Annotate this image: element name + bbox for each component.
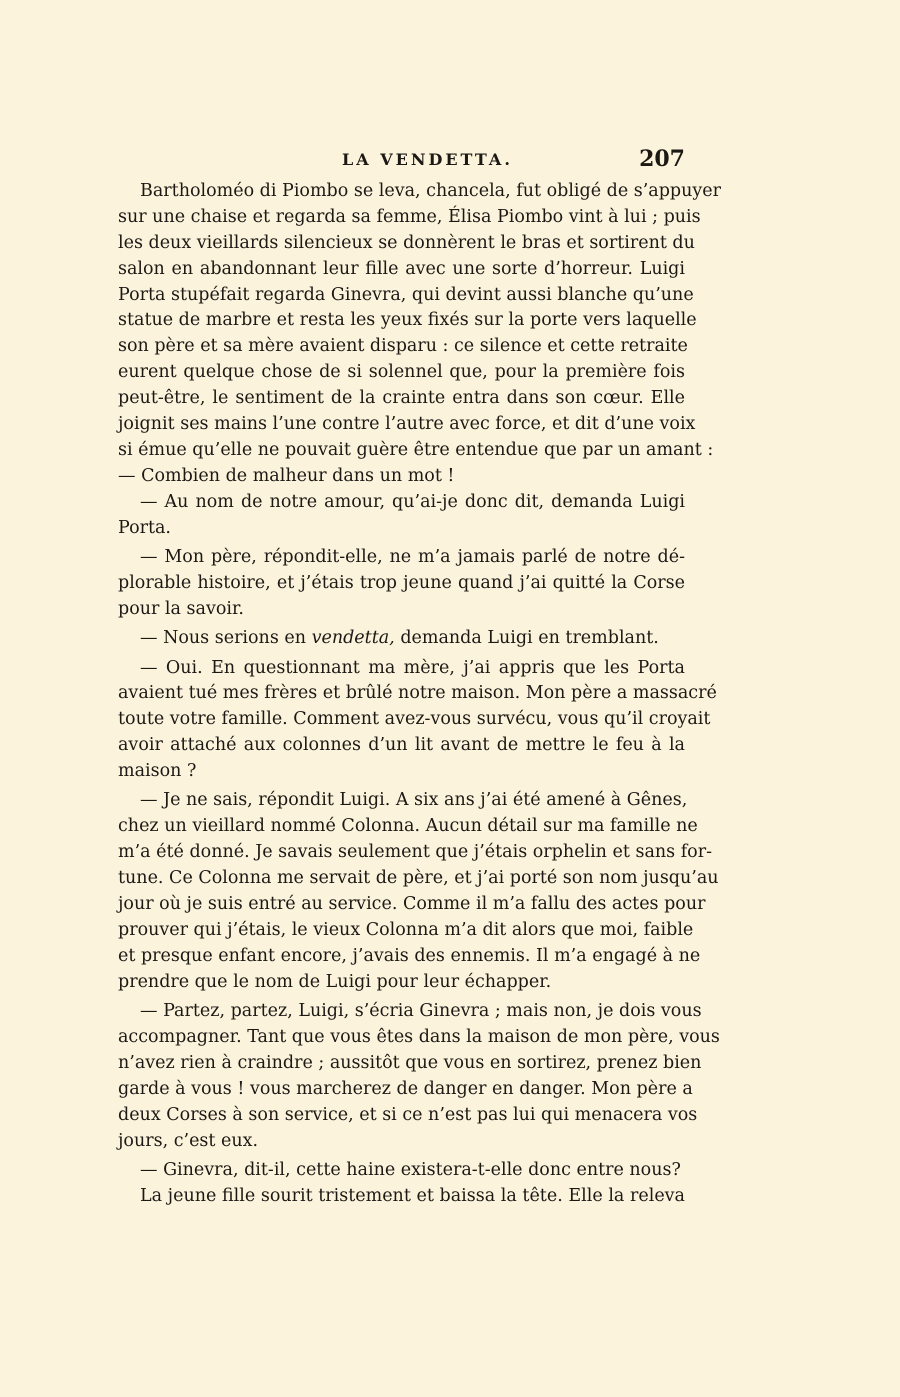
text-line: peut-être, le sentiment de la crainte entra dans son cœur. Elle (118, 388, 685, 409)
text-line: jours, c’est eux. (118, 1130, 259, 1151)
text-line: accompagner. Tant que vous êtes dans la maison de mon père, vous (118, 1027, 720, 1047)
text-line: plorable histoire, et j’étais trop jeune quand j’ai quitté la Corse (118, 572, 685, 593)
running-title: LA VENDETTA. (342, 150, 513, 169)
text-line: et presque enfant encore, j’avais des ennemis. Il m’a engagé à ne (118, 945, 701, 966)
page-number: 207 (639, 146, 685, 172)
body-text (118, 179, 722, 1210)
text-line: Porta stupéfait regarda Ginevra, qui devint aussi blanche qu’une (118, 284, 694, 305)
text-line: — Oui. En questionnant ma mère, j’ai appris que les Porta (140, 657, 685, 678)
text-line: les deux vieillards silencieux se donnèrent le bras et sortirent du (118, 232, 695, 253)
text-line: sur une chaise et regarda sa femme, Élisa Piombo vint à lui ; puis (118, 206, 701, 227)
text-line: toute votre famille. Comment avez-vous survécu, vous qu’il croyait (118, 709, 711, 730)
text-line: deux Corses à son service, et si ce n’est pas lui qui menacera vos (118, 1104, 698, 1125)
text-line: — Ginevra, dit-il, cette haine existera-t-elle donc entre nous? (140, 1159, 681, 1180)
page-header (118, 146, 685, 176)
text-line: statue de marbre et resta les yeux fixés sur la porte vers laquelle (118, 310, 697, 331)
italic-word: vendetta, (311, 628, 395, 649)
text-line: prouver qui j’étais, le vieux Colonna m’a dit alors que moi, faible (118, 919, 694, 940)
text-segment: — Nous serions en (140, 628, 307, 649)
text-line: Bartholoméo di Piombo se leva, chancela, fut obligé de s’appuyer (140, 181, 722, 201)
text-line: pour la savoir. (118, 598, 244, 619)
text-segment: demanda Luigi en tremblant. (400, 628, 659, 649)
text-line: eurent quelque chose de si solennel que, pour la première fois (118, 362, 685, 383)
text-line: garde à vous ! vous marcherez de danger en danger. Mon père a (118, 1078, 693, 1099)
text-line: avoir attaché aux colonnes d’un lit avant de mettre le feu à la (118, 735, 685, 756)
text-line: joignit ses mains l’une contre l’autre avec force, et dit d’une voix (118, 414, 696, 435)
text-line: salon en abandonnant leur fille avec une sorte d’horreur. Luigi (118, 258, 685, 279)
text-line: — Je ne sais, répondit Luigi. A six ans j’ai été amené à Gênes, (140, 790, 688, 811)
text-line: tune. Ce Colonna me servait de père, et j’ai porté son nom jusqu’au (118, 868, 719, 889)
text-line: m’a été donné. Je savais seulement que j’étais orphelin et sans for- (118, 842, 712, 863)
text-line: avaient tué mes frères et brûlé notre maison. Mon père a massacré (118, 683, 717, 704)
text-line: prendre que le nom de Luigi pour leur échapper. (118, 971, 552, 992)
text-line: — Combien de malheur dans un mot ! (118, 465, 455, 486)
text-line: Porta. (118, 517, 171, 538)
text-line: son père et sa mère avaient disparu : ce silence et cette retraite (118, 336, 688, 357)
text-line (118, 626, 685, 652)
text-line: — Au nom de notre amour, qu’ai-je donc dit, demanda Luigi (140, 491, 685, 512)
text-line: — Partez, partez, Luigi, s’écria Ginevra ; mais non, je dois vous (140, 1001, 702, 1022)
text-line: La jeune fille sourit tristement et baissa la tête. Elle la releva (140, 1185, 685, 1206)
text-line: — Mon père, répondit-elle, ne m’a jamais parlé de notre dé- (140, 546, 685, 567)
text-line: maison ? (118, 761, 197, 782)
text-line: n’avez rien à craindre ; aussitôt que vous en sortirez, prenez bien (118, 1052, 702, 1073)
text-line: si émue qu’elle ne pouvait guère être entendue que par un amant : (118, 439, 714, 460)
text-line: jour où je suis entré au service. Comme il m’a fallu des actes pour (118, 894, 706, 915)
text-line: chez un vieillard nommé Colonna. Aucun détail sur ma famille ne (118, 816, 698, 837)
